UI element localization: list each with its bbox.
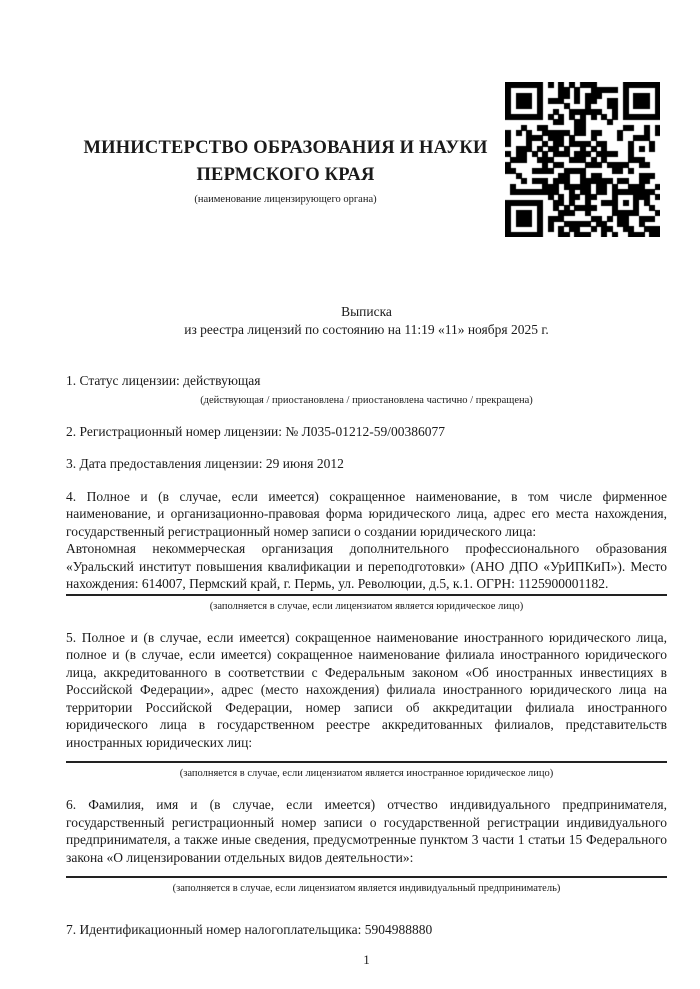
registration-number-text: 2. Регистрационный номер лицензии: № Л035-01212-59/00386077 [66,423,446,439]
foreign-legal-entity-label: 5. Полное и (в случае, если имеется) сокращенное наименование иностранного юридического лица, полное и (в случае, если имеется) сокращенное наименование филиала иностранного юридического лица, аккредитованного в соответствии с Федеральным законом «Об иностранных инвестициях в Российской Федерации», адрес (место нахождения) филиала иностранного юридического лица на территории Российской Федерации, номер записи об аккредитации филиала иностранного юридического лица в государственном реестре аккредитованных филиалов, представительств иностранных юридических лиц: [66,629,667,750]
item-foreign-legal-entity [66,629,667,782]
item-taxpayer-number [66,921,667,939]
license-grant-date-text: 3. Дата предоставления лицензии: 29 июня 2012 [66,456,344,471]
extract-title: Выписка [341,304,392,319]
legal-entity-value: Автономная некоммерческая организация дополнительного профессионального образования «Уральский институт повышения квалификации и переподготовки» (АНО ДПО «УрИПКиП»). Место нахождения: 614007, Пермский край, г. Пермь, ул. Революции, д.5, к.1. ОГРН: 1125900001182. [66,541,667,591]
item-license-grant-date [66,455,667,473]
taxpayer-number-text: 7. Идентификационный номер налогоплательщика: 5904988880 [66,922,433,937]
individual-entrepreneur-label: 6. Фамилия, имя и (в случае, если имеется) отчество индивидуального предпринимателя, государственный регистрационный номер записи о государственной регистрации индивидуального предпринимателя, а также иные сведения, предусмотренные пунктом 3 части 1 статьи 15 Федерального закона «О лицензировании отдельных видов деятельности»: [66,797,667,865]
extract-subtitle-date: из реестра лицензий по состоянию на 11:19 «11» ноября 2025 г. [184,322,549,337]
item-registration-number [66,423,667,441]
page-number: 1 [363,951,370,967]
ministry-name-line2: ПЕРМСКОГО КРАЯ [196,165,375,185]
legal-entity-label: 4. Полное и (в случае, если имеется) сокращенное наименование, в том числе фирменное наименование, и организационно-правовая форма юридического лица, адрес его места нахождения, государственный регистрационный номер записи о создании юридического лица: [66,488,667,539]
item-license-status [66,372,667,408]
license-status-options-caption: (действующая / приостановлена / приостановлена частично / прекращена) [200,394,533,406]
ministry-name-line1: МИНИСТЕРСТВО ОБРАЗОВАНИЯ И НАУКИ [83,138,488,158]
individual-entrepreneur-caption: (заполняется в случае, если лицензиатом является индивидуальный предприниматель) [172,883,561,894]
qr-code-icon [505,82,660,237]
license-status-text: 1. Статус лицензии: действующая [66,373,261,388]
licensing-authority-block [66,82,505,207]
document-header [66,0,667,237]
field-underline [66,761,667,763]
licensing-authority-caption: (наименование лицензирующего органа) [194,194,377,205]
field-underline [66,876,667,878]
item-individual-entrepreneur [66,796,667,896]
legal-entity-caption: (заполняется в случае, если лицензиатом является юридическое лицо) [209,600,524,612]
extract-title-block [66,303,667,339]
item-legal-entity [66,488,667,614]
field-underline [66,594,667,596]
foreign-legal-entity-caption: (заполняется в случае, если лицензиатом является иностранное юридическое лицо) [179,768,554,779]
extract-items [66,372,667,939]
